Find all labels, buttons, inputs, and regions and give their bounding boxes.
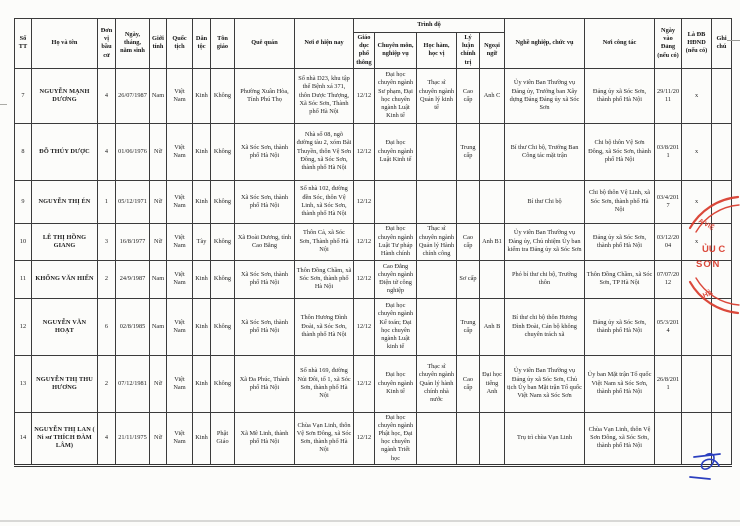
cell-la-db: x xyxy=(682,180,712,223)
cell-stt: 12 xyxy=(15,298,32,355)
table-body xyxy=(15,68,732,465)
cell-chuyen-mon: Đại học chuyên ngành Sư phạm, Đại học chuyên ngành Luật Kinh tế xyxy=(375,68,417,123)
cell-stt: 7 xyxy=(15,68,32,123)
cell-noi-o: Số nhà D23, khu tập thể Bệnh xá 371, thôn Dược Thượng, Xã Sóc Sơn, Thành phố Hà Nội xyxy=(295,68,354,123)
cell-la-db: x xyxy=(682,123,712,180)
cell-giao-duc: 12/12 xyxy=(354,223,375,260)
cell-ton-giao: Không xyxy=(211,68,235,123)
header-ngay-vao-dang: Ngày vào Đảng (nếu có) xyxy=(655,19,682,69)
cell-quoc-tich: Việt Nam xyxy=(167,180,193,223)
header-que-quan: Quê quán xyxy=(235,19,295,69)
cell-gioi-tinh: Nữ xyxy=(150,123,167,180)
scan-artifact-line xyxy=(0,104,7,105)
cell-que-quan: Xã Sóc Sơn, thành phố Hà Nội xyxy=(235,260,295,298)
cell-nghe-nghiep: Bí thư Chi bộ, Trưởng Ban Công tác mặt trận xyxy=(505,123,585,180)
cell-chuyen-mon: Đại học chuyên ngành Luật Tư pháp Hành chính xyxy=(375,223,417,260)
cell-stt: 14 xyxy=(15,412,32,465)
cell-name: NGUYỄN VĂN HOẠT xyxy=(32,298,98,355)
seal-text-bottom: HÀ xyxy=(701,289,715,300)
header-noi-cong-tac: Nơi công tác xyxy=(585,19,655,69)
header-ngay-sinh: Ngày, tháng, năm sinh xyxy=(116,19,150,69)
cell-gioi-tinh: Nam xyxy=(150,68,167,123)
cell-hoc-ham xyxy=(417,298,457,355)
cell-giao-duc: 12/12 xyxy=(354,298,375,355)
cell-ton-giao: Phật Giáo xyxy=(211,412,235,465)
cell-ngay-sinh: 26/07/1987 xyxy=(116,68,150,123)
cell-noi-o: Chùa Vạn Linh, thôn Vệ Sơn Đông, xã Sóc Sơn, thành phố Hà Nội xyxy=(295,412,354,465)
cell-que-quan: Xã Sóc Sơn, thành phố Hà Nội xyxy=(235,123,295,180)
table-row xyxy=(15,180,732,223)
table-row xyxy=(15,260,732,298)
candidate-roster-table xyxy=(14,18,732,467)
cell-name: NGUYỄN THỊ THU HƯƠNG xyxy=(32,355,98,412)
cell-noi-cong-tac: Chi bộ thôn Vệ Linh, xã Sóc Sơn, thành phố Hà Nội xyxy=(585,180,655,223)
header-ly-luan: Lý luận chính trị xyxy=(457,33,480,69)
cell-dan-toc: Kinh xyxy=(193,123,211,180)
cell-ngoai-ngu: Anh B1 xyxy=(480,223,505,260)
cell-hoc-ham xyxy=(417,260,457,298)
cell-noi-o: Thôn Đồng Chầm, xã Sóc Sơn, thành phố Hà Nội xyxy=(295,260,354,298)
cell-noi-o: Số nhà 102, đường đền Sóc, thôn Vệ Linh, xã Sóc Sơn, thành phố Hà Nội xyxy=(295,180,354,223)
table-row xyxy=(15,355,732,412)
cell-ghi-chu xyxy=(712,260,732,298)
cell-noi-cong-tac: Đảng ủy xã Sóc Sơn, thành phố Hà Nội xyxy=(585,68,655,123)
header-la-db-hdnd: Là ĐB HĐND (nếu có) xyxy=(682,19,712,69)
cell-ngay-vao-dang: 07/07/2012 xyxy=(655,260,682,298)
table-row xyxy=(15,68,732,123)
cell-don-vi-bau-cu: 2 xyxy=(98,260,116,298)
cell-ly-luan: Trung cấp xyxy=(457,298,480,355)
cell-chuyen-mon: Đại học chuyên ngành Luật Kinh tế xyxy=(375,123,417,180)
cell-ly-luan xyxy=(457,180,480,223)
cell-hoc-ham: Thạc sĩ chuyên ngành Quản lý kinh tế xyxy=(417,68,457,123)
cell-chuyen-mon: Đại học chuyên ngành Phật học, Đại học chuyên ngành Triết học xyxy=(375,412,417,465)
cell-noi-cong-tac: Ủy ban Mặt trận Tổ quốc Việt Nam xã Sóc Sơn, thành phố Hà Nội xyxy=(585,355,655,412)
cell-ghi-chu xyxy=(712,223,732,260)
cell-giao-duc: 12/12 xyxy=(354,260,375,298)
cell-noi-o: Số nhà 169, đường Núi Đôi, tổ 1, xã Sóc Sơn, thành phố Hà Nội xyxy=(295,355,354,412)
cell-ghi-chu xyxy=(712,298,732,355)
cell-dan-toc: Kinh xyxy=(193,68,211,123)
cell-stt: 9 xyxy=(15,180,32,223)
cell-ton-giao: Không xyxy=(211,298,235,355)
cell-dan-toc: Kinh xyxy=(193,180,211,223)
scan-artifact-line xyxy=(727,40,740,41)
cell-nghe-nghiep: Ủy viên Ban Thường vụ Đảng ủy, Trưởng ban Xây dựng Đảng Đảng ủy xã Sóc Sơn xyxy=(505,68,585,123)
cell-que-quan: Xã Đa Phúc, Thành phố Hà Nội xyxy=(235,355,295,412)
cell-chuyen-mon: Cao Đẳng chuyên ngành Điện tử công nghiệp xyxy=(375,260,417,298)
cell-ly-luan: Cao cấp xyxy=(457,355,480,412)
cell-quoc-tich: Việt Nam xyxy=(167,260,193,298)
cell-stt: 10 xyxy=(15,223,32,260)
cell-noi-cong-tac: Thôn Đồng Chầm, xã Sóc Sơn, TP Hà Nội xyxy=(585,260,655,298)
cell-ton-giao: Không xyxy=(211,355,235,412)
cell-gioi-tinh: Nữ xyxy=(150,180,167,223)
cell-la-db: x xyxy=(682,68,712,123)
cell-que-quan: Phường Xuân Hòa, Tỉnh Phú Thọ xyxy=(235,68,295,123)
cell-name: LÊ THỊ HỒNG GIANG xyxy=(32,223,98,260)
cell-nghe-nghiep: Ủy viên Ban Thường vụ Đảng ủy, Chủ nhiệm Ủy ban kiểm tra Đảng ủy xã Sóc Sơn xyxy=(505,223,585,260)
cell-dan-toc: Kinh xyxy=(193,298,211,355)
cell-que-quan: Xã Sóc Sơn, thành phố Hà Nội xyxy=(235,298,295,355)
cell-que-quan: Xã Mê Linh, thành phố Hà Nội xyxy=(235,412,295,465)
cell-ngay-vao-dang: 29/11/2011 xyxy=(655,68,682,123)
cell-noi-cong-tac: Chi bộ thôn Vệ Sơn Đông, xã Sóc Sơn, thành phố Hà Nội xyxy=(585,123,655,180)
cell-don-vi-bau-cu: 4 xyxy=(98,68,116,123)
cell-noi-o: Nhà số 08, ngõ đường tàu 2, xóm Bãi Thuyền, thôn Vệ Sơn Đông, xã Sóc Sơn, thành phố Hà Nội xyxy=(295,123,354,180)
cell-gioi-tinh: Nữ xyxy=(150,412,167,465)
header-hoc-ham: Học hàm, học vị xyxy=(417,33,457,69)
cell-nghe-nghiep: Phó bí thư chi bộ, Trưởng thôn xyxy=(505,260,585,298)
cell-quoc-tich: Việt Nam xyxy=(167,68,193,123)
cell-ngay-vao-dang: 05/3/2014 xyxy=(655,298,682,355)
cell-que-quan: Xã Đoài Dương, tỉnh Cao Bằng xyxy=(235,223,295,260)
cell-hoc-ham xyxy=(417,412,457,465)
cell-ngoai-ngu: Anh B xyxy=(480,298,505,355)
cell-giao-duc: 12/12 xyxy=(354,123,375,180)
cell-stt: 11 xyxy=(15,260,32,298)
cell-ngay-sinh: 21/11/1975 xyxy=(116,412,150,465)
cell-noi-cong-tac: Đảng ủy xã Sóc Sơn, thành phố Hà Nội xyxy=(585,298,655,355)
cell-quoc-tich: Việt Nam xyxy=(167,123,193,180)
cell-dan-toc: Kinh xyxy=(193,355,211,412)
cell-ngay-vao-dang: 26/8/2011 xyxy=(655,355,682,412)
cell-hoc-ham xyxy=(417,123,457,180)
cell-ngoai-ngu: Anh C xyxy=(480,68,505,123)
cell-ngay-sinh: 16/8/1977 xyxy=(116,223,150,260)
cell-chuyen-mon: Đại học chuyên ngành Kế toán; Đại học chuyên ngành Luật kinh tế xyxy=(375,298,417,355)
header-ton-giao: Tôn giáo xyxy=(211,19,235,69)
cell-ngoai-ngu xyxy=(480,180,505,223)
header-gioi-tinh: Giới tính xyxy=(150,19,167,69)
table-row xyxy=(15,298,732,355)
cell-hoc-ham xyxy=(417,180,457,223)
cell-noi-cong-tac: Chùa Vạn Linh, thôn Vệ Sơn Đông, xã Sóc Sơn, thành phố Hà Nội xyxy=(585,412,655,465)
cell-la-db: x xyxy=(682,223,712,260)
cell-giao-duc: 12/12 xyxy=(354,412,375,465)
cell-ngoai-ngu: Đại học tiếng Anh xyxy=(480,355,505,412)
cell-name: NGUYỄN THỊ ÉN xyxy=(32,180,98,223)
cell-name: ĐỖ THÚY DƯỢC xyxy=(32,123,98,180)
header-giao-duc: Giáo dục phổ thông xyxy=(354,33,375,69)
cell-nghe-nghiep: Bí thư chi bộ thôn Hương Đình Đoài, Cán bộ không chuyên trách xã xyxy=(505,298,585,355)
cell-don-vi-bau-cu: 4 xyxy=(98,123,116,180)
seal-text-mid1: ỦU C xyxy=(702,244,726,255)
seal-text-mid2: SƠN xyxy=(696,259,721,270)
cell-name: NGUYỄN MẠNH DƯƠNG xyxy=(32,68,98,123)
header-nghe-nghiep: Nghề nghiệp, chức vụ xyxy=(505,19,585,69)
seal-text-top: A VIỆ xyxy=(697,217,716,232)
cell-chuyen-mon: Đại học chuyên ngành Kinh tế xyxy=(375,355,417,412)
header-ho-va-ten: Họ và tên xyxy=(32,19,98,69)
header-dan-toc: Dân tộc xyxy=(193,19,211,69)
cell-ghi-chu xyxy=(712,180,732,223)
cell-ton-giao: Không xyxy=(211,180,235,223)
cell-ly-luan xyxy=(457,412,480,465)
cell-stt: 8 xyxy=(15,123,32,180)
cell-nghe-nghiep: Trụ trì chùa Vạn Linh xyxy=(505,412,585,465)
cell-ngay-vao-dang: 03/8/2011 xyxy=(655,123,682,180)
cell-ngay-vao-dang xyxy=(655,412,682,465)
header-ghi-chu: Ghi chú xyxy=(712,19,732,69)
cell-ghi-chu xyxy=(712,355,732,412)
cell-dan-toc: Kinh xyxy=(193,412,211,465)
cell-ton-giao: Không xyxy=(211,260,235,298)
scan-page-edge xyxy=(0,520,740,522)
candidate-table-wrapper xyxy=(14,18,732,467)
cell-ngay-sinh: 05/12/1971 xyxy=(116,180,150,223)
cell-gioi-tinh: Nữ xyxy=(150,355,167,412)
cell-ngay-vao-dang: 03/12/2004 xyxy=(655,223,682,260)
cell-nghe-nghiep: Bí thư Chi bộ xyxy=(505,180,585,223)
cell-giao-duc: 12/12 xyxy=(354,355,375,412)
cell-stt: 13 xyxy=(15,355,32,412)
cell-ngoai-ngu xyxy=(480,123,505,180)
cell-hoc-ham: Thạc sĩ chuyên ngành Quản lý hành chính nhà nước xyxy=(417,355,457,412)
cell-ghi-chu xyxy=(712,123,732,180)
cell-quoc-tich: Việt Nam xyxy=(167,298,193,355)
cell-don-vi-bau-cu: 1 xyxy=(98,180,116,223)
cell-ghi-chu xyxy=(712,68,732,123)
header-noi-o: Nơi ở hiện nay xyxy=(295,19,354,69)
cell-ngoai-ngu xyxy=(480,412,505,465)
cell-ghi-chu xyxy=(712,412,732,465)
cell-quoc-tich: Việt Nam xyxy=(167,223,193,260)
table-header xyxy=(15,19,732,69)
cell-hoc-ham: Thạc sĩ chuyên ngành Quản lý Hành chính công xyxy=(417,223,457,260)
cell-gioi-tinh: Nữ xyxy=(150,223,167,260)
cell-ly-luan: Cao cấp xyxy=(457,223,480,260)
cell-dan-toc: Kinh xyxy=(193,260,211,298)
cell-gioi-tinh: Nam xyxy=(150,298,167,355)
header-stt: Số TT xyxy=(15,19,32,69)
cell-ly-luan: Sơ cấp xyxy=(457,260,480,298)
header-chuyen-mon: Chuyên môn, nghiệp vụ xyxy=(375,33,417,69)
cell-gioi-tinh: Nam xyxy=(150,260,167,298)
cell-don-vi-bau-cu: 4 xyxy=(98,412,116,465)
cell-ngay-sinh: 02/8/1985 xyxy=(116,298,150,355)
cell-don-vi-bau-cu: 2 xyxy=(98,355,116,412)
header-ngoai-ngu: Ngoại ngữ xyxy=(480,33,505,69)
cell-ngay-sinh: 01/06/1976 xyxy=(116,123,150,180)
cell-name: KHỔNG VĂN HIẾN xyxy=(32,260,98,298)
table-row xyxy=(15,123,732,180)
cell-quoc-tich: Việt Nam xyxy=(167,412,193,465)
cell-ngoai-ngu xyxy=(480,260,505,298)
cell-nghe-nghiep: Ủy viên Ban Thường vụ Đảng ủy xã Sóc Sơn, Chủ tịch Ủy ban Mặt trận Tổ quốc Việt Nam xã Sóc Sơn xyxy=(505,355,585,412)
cell-don-vi-bau-cu: 3 xyxy=(98,223,116,260)
header-trinh-do-group: Trình độ xyxy=(354,19,505,33)
cell-la-db xyxy=(682,355,712,412)
header-don-vi-bau-cu: Đơn vị bầu cử xyxy=(98,19,116,69)
cell-ton-giao: Không xyxy=(211,223,235,260)
cell-la-db xyxy=(682,260,715,300)
cell-giao-duc: 12/12 xyxy=(354,180,375,223)
cell-ton-giao: Không xyxy=(211,123,235,180)
cell-giao-duc: 12/12 xyxy=(354,68,375,123)
header-quoc-tich: Quốc tịch xyxy=(167,19,193,69)
table-row xyxy=(15,223,732,260)
cell-ngay-sinh: 07/12/1981 xyxy=(116,355,150,412)
cell-don-vi-bau-cu: 6 xyxy=(98,298,116,355)
cell-noi-o: Thôn Hương Đình Đoài, xã Sóc Sơn, thành phố Hà Nội xyxy=(295,298,354,355)
cell-dan-toc: Tày xyxy=(193,223,211,260)
cell-ly-luan: Cao cấp xyxy=(457,68,480,123)
cell-ngay-vao-dang: 03/4/2017 xyxy=(655,180,682,223)
cell-quoc-tich: Việt Nam xyxy=(167,355,193,412)
cell-name: NGUYỄN THỊ LAN ( Ni sư THÍCH ĐÀM LÂM) xyxy=(32,412,98,465)
cell-ly-luan: Trung cấp xyxy=(457,123,480,180)
cell-noi-o: Thôn Cả, xã Sóc Sơn, Thành phố Hà Nội xyxy=(295,223,354,260)
cell-noi-cong-tac: Đảng ủy xã Sóc Sơn, thành phố Hà Nội xyxy=(585,223,655,260)
cell-la-db xyxy=(682,298,712,355)
cell-la-db xyxy=(682,412,712,465)
cell-que-quan: Xã Sóc Sơn, thành phố Hà Nội xyxy=(235,180,295,223)
cell-chuyen-mon xyxy=(375,180,417,223)
cell-ngay-sinh: 24/9/1987 xyxy=(116,260,150,298)
table-row xyxy=(15,412,732,465)
